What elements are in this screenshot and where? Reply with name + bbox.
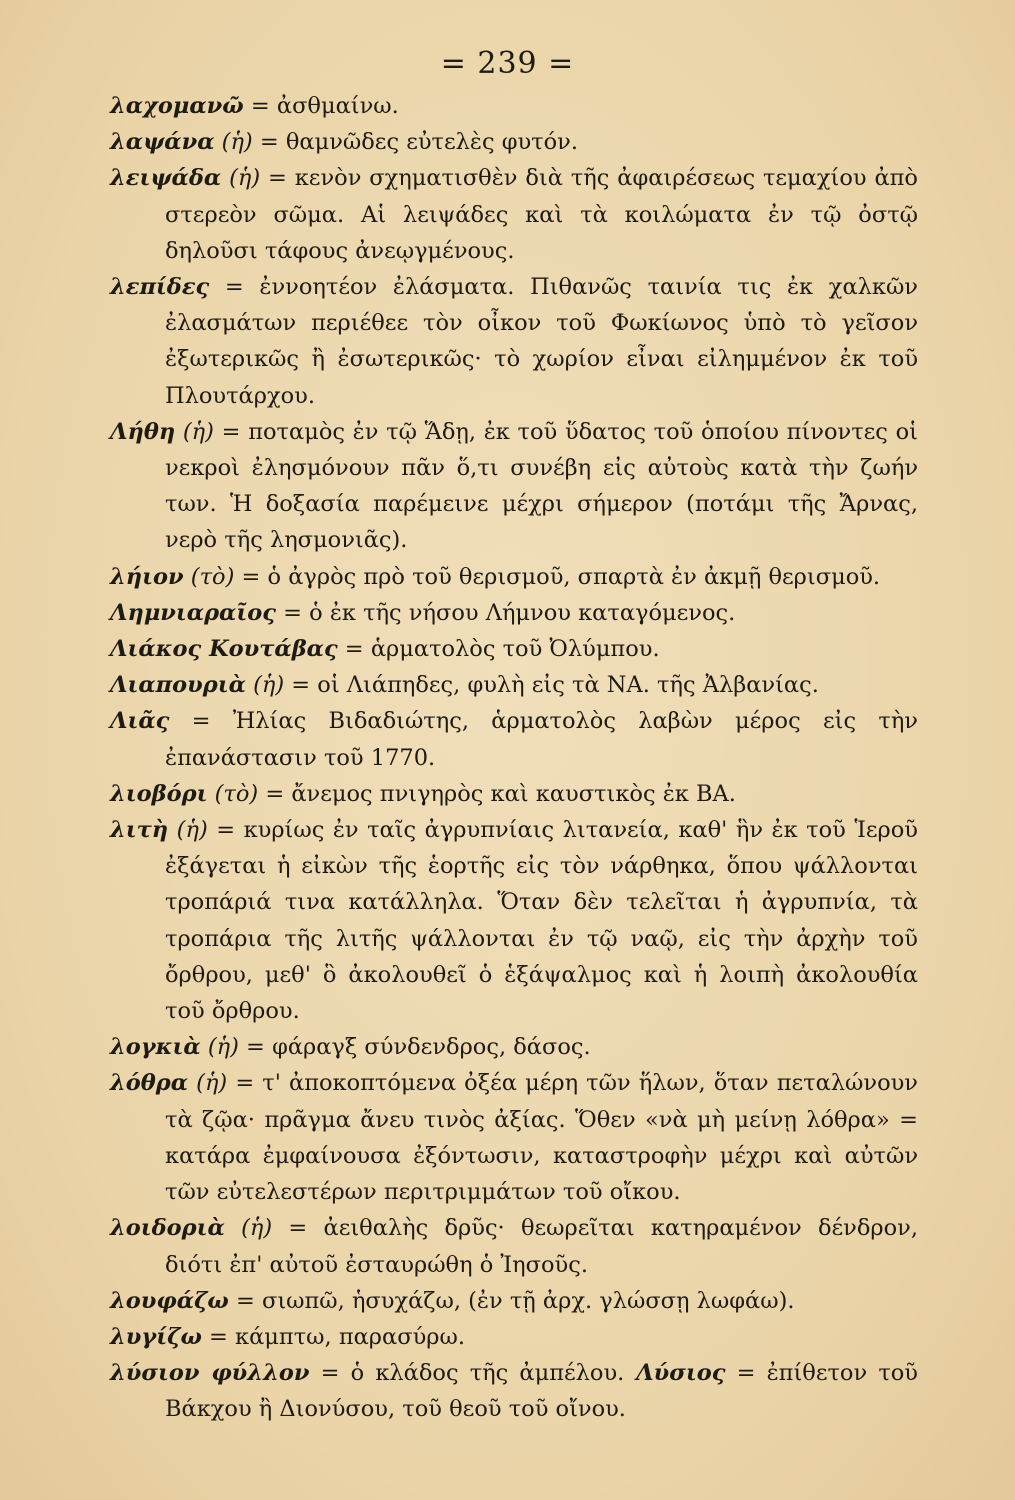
glossary-entry <box>110 160 918 269</box>
entry-headword: λύσιον φύλλον <box>110 1360 310 1387</box>
glossary-entry <box>110 776 918 812</box>
entry-headword: λόθρα <box>110 1070 189 1097</box>
entry-definition: = θαμνῶδες εὐτελὲς φυτόν. <box>252 129 579 156</box>
entry-definition: = κυρίως ἐν ταῖς ἀγρυπνίαις λιτανεία, καθ' ἣν ἐκ τοῦ Ἱεροῦ ἐξάγεται ἡ εἰκὼν τῆς ἑορτῆς εἰς τὸν νάρθηκα, ὅπου ψάλλονται τροπάριά τινα κατάλληλα. Ὅταν δὲν τελεῖται ἡ ἀγρυπνία, τὰ τροπάρια τῆς λιτῆς ψάλλονται ἐν τῷ ναῷ, εἰς τὴν ἀρχὴν τοῦ ὄρθρου, μεθ' ὃ ἀκολουθεῖ ὁ ἑξάψαλμος καὶ ἡ λοιπὴ ἀκολουθία τοῦ ὄρθρου. <box>165 817 918 1025</box>
entry-definition: = οἱ Λιάπηδες, φυλὴ εἰς τὰ ΝΑ. τῆς Ἀλβανίας. <box>284 672 819 699</box>
glossary-entry <box>110 667 918 703</box>
entry-headword: Λιαπουριὰ <box>110 672 246 699</box>
entry-article: (τὸ) <box>207 780 259 807</box>
entry-definition: = σιωπῶ, ἡσυχάζω, (ἐν τῇ ἀρχ. γλώσσῃ λωφάω). <box>228 1287 795 1314</box>
entry-definition: = Ἠλίας Βιδαδιώτης, ἁρματολὸς λαβὼν μέρος εἰς τὴν ἐπανάστασιν τοῦ 1770. <box>165 708 918 771</box>
entry-headword: λαχομανῶ <box>110 93 244 119</box>
glossary-entry <box>110 88 918 124</box>
entry-headword: λιοβόρι <box>110 780 208 807</box>
entry-definition: = ποταμὸς ἐν τῷ Ἅδῃ, ἐκ τοῦ ὕδατος τοῦ ὁποίου πίνοντες οἱ νεκροὶ ἐλησμόνουν πᾶν ὅ,τι συνέβη εἰς αὐτοὺς κατὰ τὴν ζωήν των. Ἡ δοξασία παρέμεινε μέχρι σήμερον (ποτάμι τῆς Ἄρνας, νερὸ τῆς λησμονιᾶς). <box>165 418 918 554</box>
entry-article: (τὸ) <box>183 563 235 590</box>
entry-definition: = κάμπτω, παρασύρω. <box>201 1323 465 1350</box>
entry-definition: = τ' ἀποκοπτόμενα ὀξέα μέρη τῶν ἥλων, ὅταν πεταλώνουν τὰ ζῷα· πρᾶγμα ἄνευ τινὸς ἀξίας. Ὅθεν «νὰ μὴ μείνῃ λόθρα» = κατάρα ἐμφαίνουσα ἐξόντωσιν, καταστροφὴν μέχρι καὶ αὐτῶν τῶν εὐτελεστέρων περιτριμμάτων τοῦ οἴκου. <box>165 1070 918 1206</box>
entry-definition: = ἁρματολὸς τοῦ Ὀλύμπου. <box>337 636 660 663</box>
entry-definition: = ὁ ἐκ τῆς νήσου Λήμνου καταγόμενος. <box>275 599 736 626</box>
entry-headword: λιτὴ <box>110 817 169 844</box>
entry-article: (ἡ) <box>188 1070 228 1097</box>
entry-article: (ἡ) <box>224 1215 273 1242</box>
entry-definition: = ἄνεμος πνιγηρὸς καὶ καυστικὸς ἐκ ΒΑ. <box>258 780 736 807</box>
glossary-entry <box>110 595 918 631</box>
entry-definition: = ἀειθαλὴς δρῦς· θεωρεῖται κατηραμένον δένδρον, διότι ἐπ' αὐτοῦ ἐσταυρώθη ὁ Ἰησοῦς. <box>165 1215 918 1278</box>
glossary-entry <box>110 124 918 160</box>
entry-headword: λογκιὰ <box>110 1034 201 1061</box>
glossary-entry <box>110 414 918 559</box>
entry-article: (ἡ) <box>221 165 261 192</box>
entry-headword: Λιάκος Κουτάβας <box>110 636 338 663</box>
entry-article: (ἡ) <box>200 1034 239 1061</box>
entry-headword: λήιον <box>110 563 184 590</box>
page-number: = 239 = <box>440 46 575 81</box>
entry-article: (ἡ) <box>245 672 285 699</box>
glossary-entry <box>110 631 918 667</box>
entry-article: (ἡ) <box>214 129 253 156</box>
entry-headword: Λιᾶς <box>110 708 170 735</box>
entry-definition: = κενὸν σχηματισθὲν διὰ τῆς ἀφαιρέσεως τεμαχίου ἀπὸ στερεὸν σῶμα. Αἱ λειψάδες καὶ τὰ κοιλώματα ἐν τῷ ὀστῷ δηλοῦσι τάφους ἀνεῳγμένους. <box>165 165 918 264</box>
glossary-entry <box>110 1355 918 1427</box>
glossary-entry <box>110 1029 918 1065</box>
entry-headword: λειψάδα <box>110 165 222 192</box>
entry-article: (ἡ) <box>168 817 208 844</box>
entry-headword: Λήθη <box>110 418 176 445</box>
glossary-entry <box>110 1210 918 1282</box>
entry-headword: λυγίζω <box>110 1323 202 1350</box>
entry-definition: = ἀσθμαίνω. <box>243 93 399 119</box>
entry-headword: λεπίδες <box>110 274 210 301</box>
entry-definition: = φάραγξ σύνδενδρος, δάσος. <box>238 1034 591 1061</box>
glossary-entry <box>110 1283 918 1319</box>
entry-definition: = ὁ κλάδος τῆς ἀμπέλου. <box>309 1360 625 1387</box>
glossary-entry <box>110 1065 918 1210</box>
glossary-entries <box>110 88 918 1428</box>
entry-headword: λοιδοριὰ <box>110 1215 225 1242</box>
glossary-entry <box>110 559 918 595</box>
glossary-entry <box>110 269 918 414</box>
entry-headword: Λημνιαραῖος <box>110 599 276 626</box>
entry-definition: = ὁ ἀγρὸς πρὸ τοῦ θερισμοῦ, σπαρτὰ ἐν ἀκμῇ θερισμοῦ. <box>234 563 881 590</box>
entry-definition-2: = ἐπίθετον τοῦ Βάκχου ἢ Διονύσου, τοῦ θεοῦ τοῦ οἴνου. <box>165 1360 918 1423</box>
glossary-entry <box>110 812 918 1029</box>
glossary-entry <box>110 1319 918 1355</box>
entry-definition: = ἐννοητέον ἐλάσματα. Πιθανῶς ταινία τις ἐκ χαλκῶν ἐλασμάτων περιέθεε τὸν οἶκον τοῦ Φωκίωνος ὑπὸ τὸ γεῖσον ἐξωτερικῶς ἢ ἐσωτερικῶς· τὸ χωρίον εἶναι εἰλημμένον ἐκ τοῦ Πλουτάρχου. <box>165 274 918 409</box>
entry-headword: λαψάνα <box>110 129 215 156</box>
entry-article: (ἡ) <box>175 418 214 445</box>
entry-headword-2: Λύσιος <box>624 1360 726 1387</box>
entry-headword: λουφάζω <box>110 1287 229 1314</box>
glossary-entry <box>110 703 918 775</box>
